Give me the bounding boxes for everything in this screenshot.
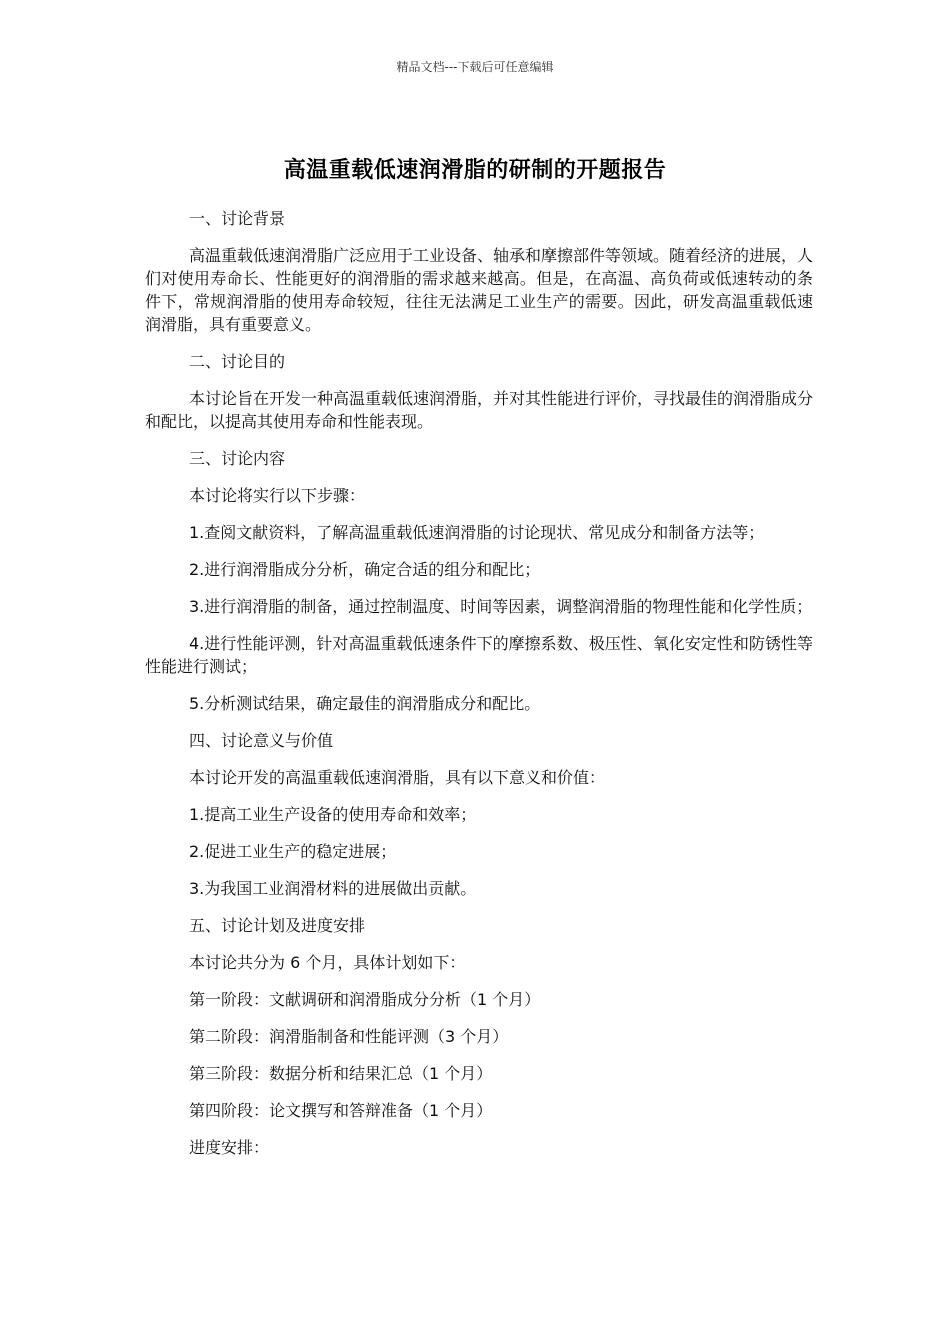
section-heading-background: 一、讨论背景 [189, 209, 286, 228]
section-heading-content: 三、讨论内容 [189, 449, 286, 468]
section-heading-plan: 五、讨论计划及进度安排 [189, 916, 366, 935]
list-item-phase-3: 第三阶段：数据分析和结果汇总（1 个月） [189, 1064, 493, 1083]
paragraph-purpose: 本讨论旨在开发一种高温重载低速润滑脂，并对其性能进行评价，寻找最佳的润滑脂成分和配比，以提高其使用寿命和性能表现。 [145, 389, 814, 431]
paragraph-significance-intro: 本讨论开发的高温重载低速润滑脂，具有以下意义和价值： [189, 768, 606, 787]
list-item-step-2: 2.进行润滑脂成分分析，确定合适的组分和配比； [189, 560, 541, 579]
list-item-phase-2: 第二阶段：润滑脂制备和性能评测（3 个月） [189, 1027, 509, 1046]
paragraph-schedule-label: 进度安排： [189, 1138, 270, 1157]
document-body [145, 207, 813, 1173]
paragraph-plan-intro: 本讨论共分为 6 个月，具体计划如下： [189, 953, 466, 972]
section-heading-purpose: 二、讨论目的 [189, 352, 286, 371]
list-item-step-5: 5.分析测试结果，确定最佳的润滑脂成分和配比。 [189, 694, 541, 713]
section-heading-significance: 四、讨论意义与价值 [189, 731, 334, 750]
paragraph-steps-intro: 本讨论将实行以下步骤： [189, 486, 366, 505]
paragraph-background: 高温重载低速润滑脂广泛应用于工业设备、轴承和摩擦部件等领域。随着经济的进展，人们对使用寿命长、性能更好的润滑脂的需求越来越高。但是，在高温、高负荷或低速转动的条件下，常规润滑脂的使用寿命较短，往往无法满足工业生产的需要。因此，研发高温重载低速润滑脂，具有重要意义。 [145, 246, 814, 334]
list-item-significance-3: 3.为我国工业润滑材料的进展做出贡献。 [189, 879, 477, 898]
list-item-step-1: 1.查阅文献资料，了解高温重载低速润滑脂的讨论现状、常见成分和制备方法等； [189, 523, 765, 542]
list-item-phase-1: 第一阶段：文献调研和润滑脂成分分析（1 个月） [189, 990, 541, 1009]
list-item-step-4: 4.进行性能评测，针对高温重载低速条件下的摩擦系数、极压性、氧化安定性和防锈性等性能进行测试； [145, 634, 813, 676]
page-header-note: 精品文档---下载后可任意编辑 [396, 60, 554, 74]
list-item-phase-4: 第四阶段：论文撰写和答辩准备（1 个月） [189, 1101, 493, 1120]
list-item-significance-2: 2.促进工业生产的稳定进展； [189, 842, 397, 861]
document-title: 高温重载低速润滑脂的研制的开题报告 [283, 157, 667, 183]
list-item-significance-1: 1.提高工业生产设备的使用寿命和效率； [189, 805, 477, 824]
list-item-step-3: 3.进行润滑脂的制备，通过控制温度、时间等因素，调整润滑脂的物理性能和化学性质； [189, 597, 813, 616]
